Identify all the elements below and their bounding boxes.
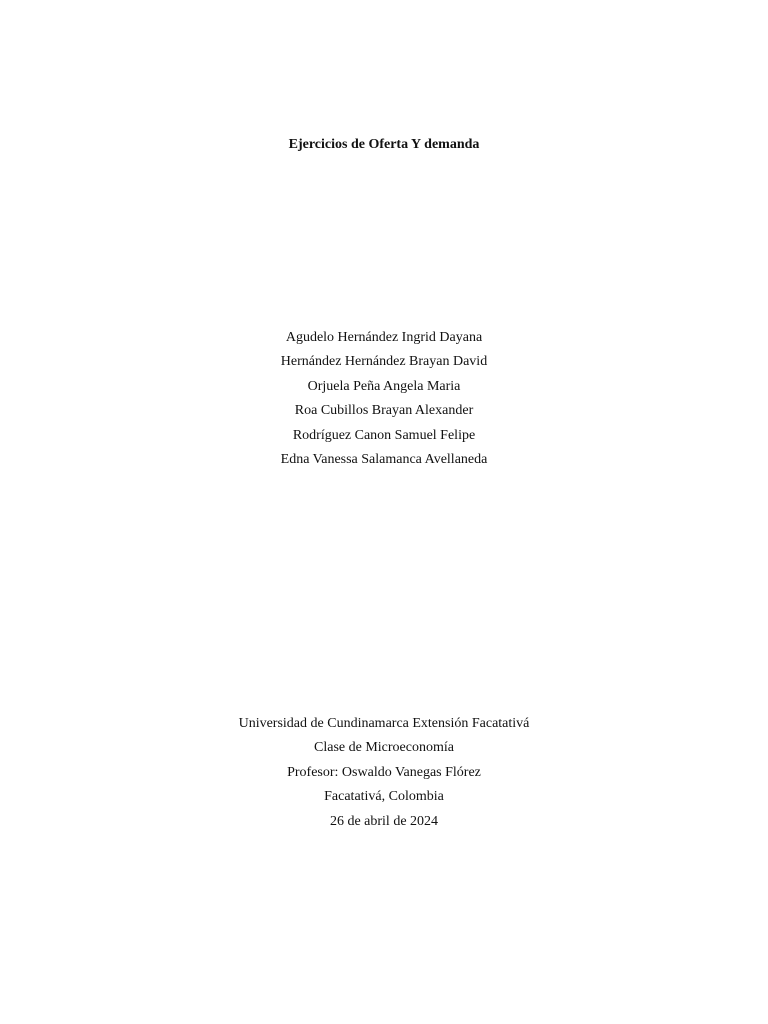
author-line: Hernández Hernández Brayan David (280, 354, 488, 370)
professor-line: Profesor: Oswaldo Vanegas Flórez (287, 764, 481, 780)
date-line: 26 de abril de 2024 (329, 813, 439, 829)
author-line: Rodríguez Canon Samuel Felipe (292, 427, 476, 443)
author-line: Edna Vanessa Salamanca Avellaneda (280, 451, 488, 467)
author-line: Roa Cubillos Brayan Alexander (294, 403, 474, 419)
document-title: Ejercicios de Oferta Y demanda (288, 137, 480, 152)
authors-list (0, 328, 768, 474)
course-line: Clase de Microeconomía (314, 740, 454, 756)
author-line: Orjuela Peña Angela Maria (307, 378, 461, 394)
author-line: Agudelo Hernández Ingrid Dayana (285, 330, 483, 345)
institution-block (0, 714, 768, 836)
location-line: Facatativá, Colombia (324, 789, 444, 805)
university-line: Universidad de Cundinamarca Extensión Facatativá (238, 716, 530, 731)
